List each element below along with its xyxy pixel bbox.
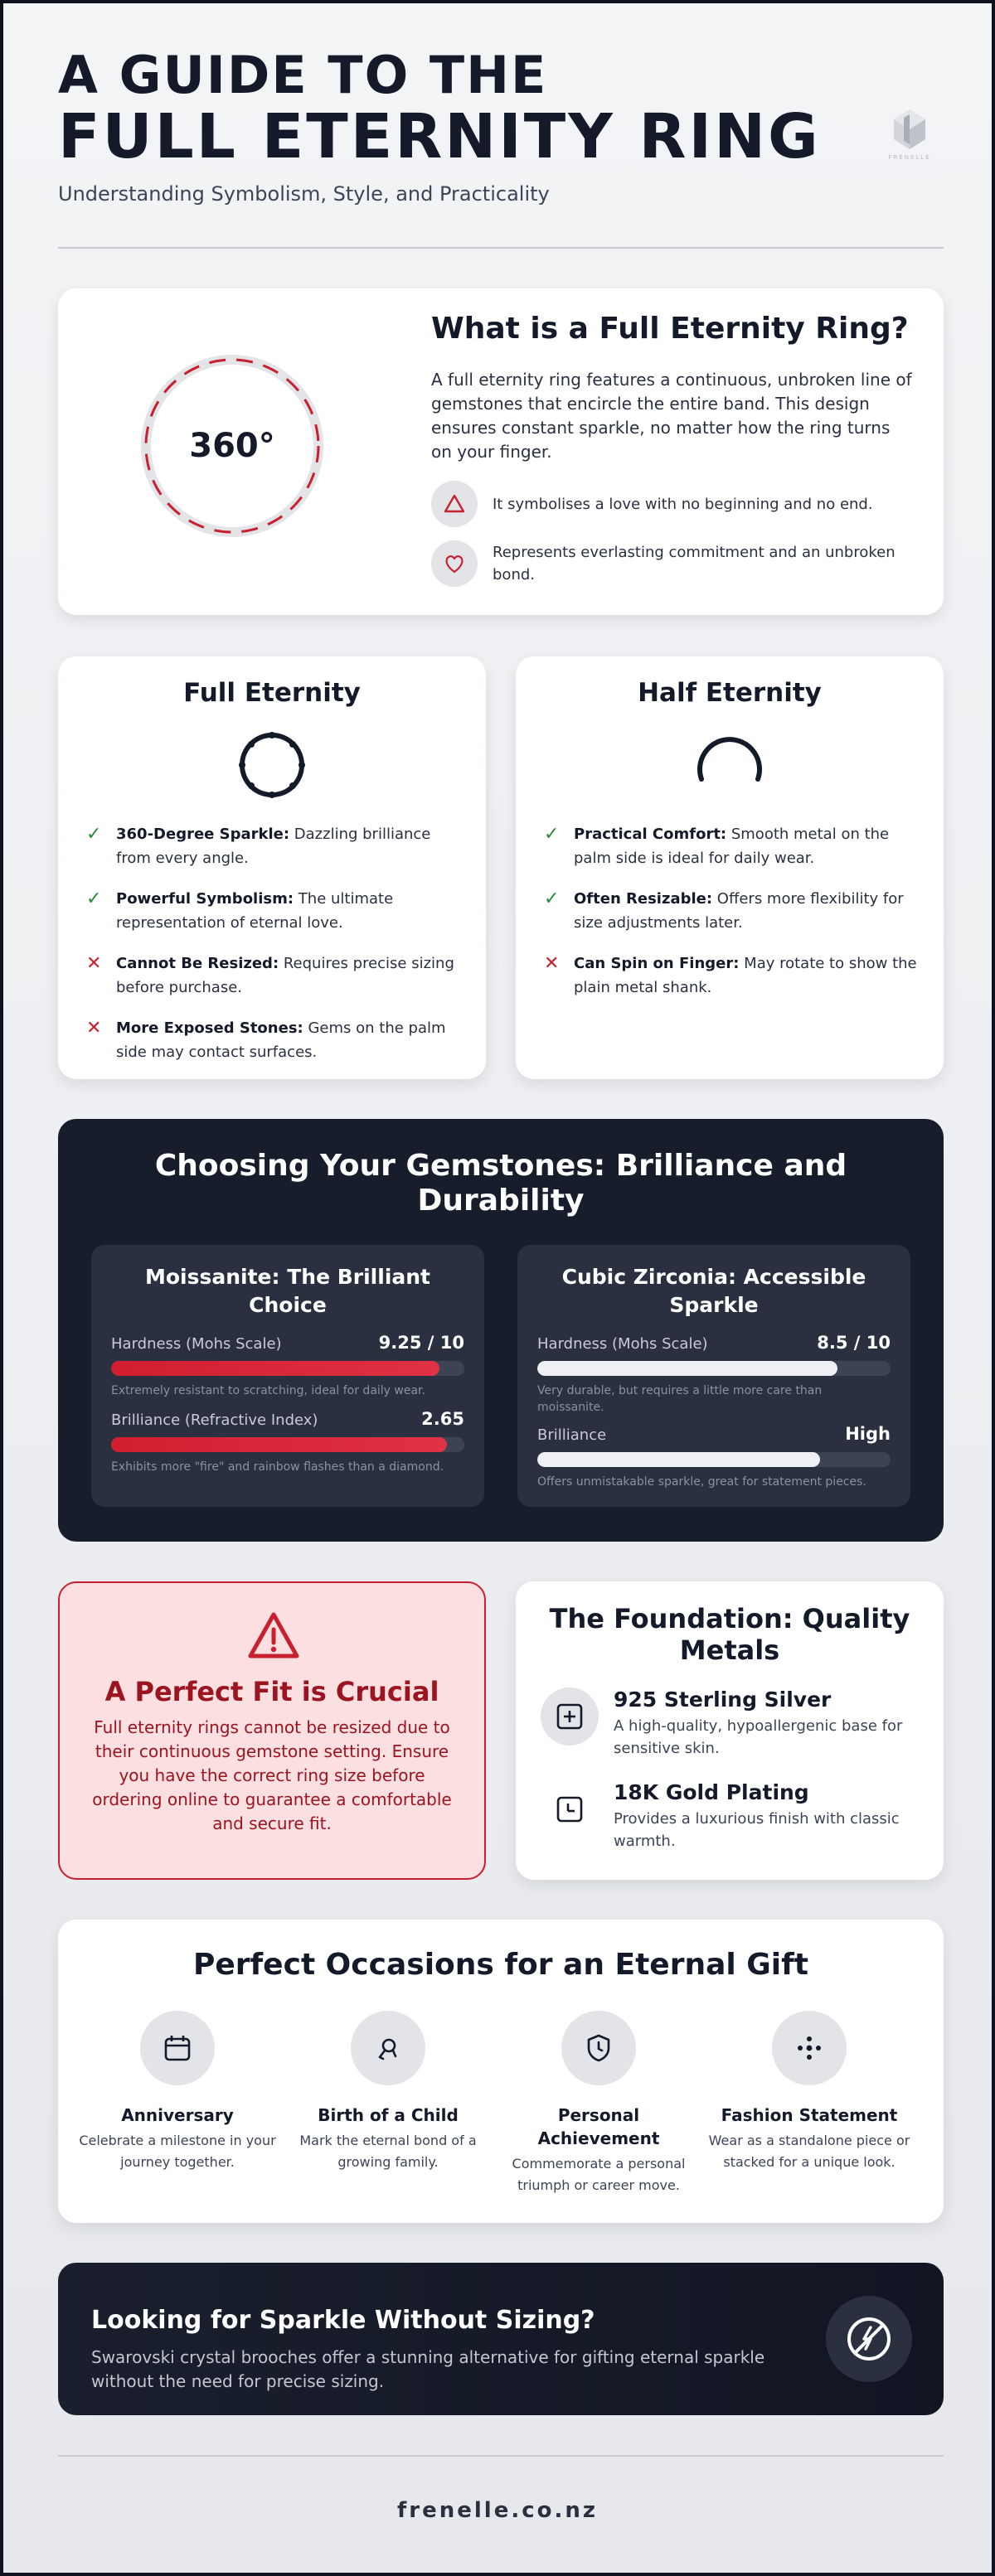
metric-note: Extremely resistant to scratching, ideal for daily wear.: [111, 1384, 425, 1397]
full-eternity-list: [86, 822, 461, 1081]
occasion-item: [74, 2011, 281, 2173]
metric-value: 2.65: [421, 1409, 464, 1429]
metric-bar: [111, 1437, 464, 1452]
metric-value: High: [845, 1424, 891, 1444]
half-eternity-list: [544, 822, 919, 1016]
metals-card: [516, 1581, 944, 1880]
half-ring-icon: [692, 728, 767, 802]
occasions-title: Perfect Occasions for an Eternal Gift: [192, 1948, 809, 1982]
metal-desc: Provides a luxurious finish with classic warmth.: [614, 1810, 900, 1850]
occasion-item: [284, 2011, 492, 2173]
metric-bar-fill: [537, 1452, 820, 1467]
page-title-line1: A GUIDE TO THE: [58, 45, 548, 105]
what-is-point: [431, 540, 920, 587]
what-is-title: What is a Full Eternity Ring?: [431, 312, 909, 346]
moissanite-brilliance-metric: [111, 1409, 464, 1475]
what-is-point-text: Represents everlasting commitment and an unbroken bond.: [493, 544, 896, 583]
list-item: ✕ More Exposed Stones: Gems on the palm side may contact surfaces.: [86, 1016, 461, 1064]
metal-name: 925 Sterling Silver: [614, 1687, 832, 1712]
footer-divider: [58, 2455, 944, 2457]
what-is-point: [431, 481, 920, 527]
cross-icon: ✕: [86, 953, 102, 974]
metric-bar: [537, 1361, 891, 1376]
cz-hardness-metric: [537, 1333, 891, 1416]
full-eternity-title: Full Eternity: [183, 678, 361, 708]
occasion-desc: Commemorate a personal triumph or career move.: [512, 2156, 686, 2193]
metal-name: 18K Gold Plating: [614, 1780, 809, 1804]
occasion-name: Anniversary: [121, 2105, 234, 2125]
cz-title: Cubic Zirconia: Accessible Sparkle: [561, 1265, 866, 1317]
half-eternity-card: [516, 656, 944, 1079]
metal-item: [541, 1780, 919, 1852]
triangle-icon: [431, 481, 478, 527]
what-is-card: [58, 288, 944, 615]
metric-label: Hardness (Mohs Scale): [537, 1335, 708, 1353]
cross-icon: ✕: [86, 1018, 102, 1039]
warning-icon: [247, 1611, 300, 1661]
cta-banner[interactable]: [58, 2263, 944, 2415]
half-eternity-title: Half Eternity: [638, 678, 822, 708]
metric-bar-fill: [111, 1437, 447, 1452]
list-item: ✕ Can Spin on Finger: May rotate to show the plain metal shank.: [544, 951, 919, 1000]
occasion-name: Personal Achievement: [537, 2105, 660, 2148]
cross-icon: ✕: [544, 953, 560, 974]
metric-note: Exhibits more "fire" and rainbow flashes than a diamond.: [111, 1460, 444, 1474]
what-is-point-text: It symbolises a love with no beginning and no end.: [493, 495, 873, 513]
footer-site-link[interactable]: frenelle.co.nz: [396, 2498, 599, 2523]
occasion-item: [706, 2011, 913, 2173]
list-item: ✓ Often Resizable: Offers more flexibility for size adjustments later.: [544, 887, 919, 935]
metric-bar-fill: [111, 1361, 439, 1376]
brand-logo-text: FRENELLE: [888, 154, 931, 161]
moissanite-card: [91, 1245, 484, 1507]
cz-card: [517, 1245, 910, 1507]
cta-text: Swarovski crystal brooches offer a stunning alternative for gifting eternal sparkle without the need for precise sizing.: [91, 2347, 765, 2391]
page-title-line2: FULL ETERNITY RING: [58, 101, 821, 172]
list-item: ✓ Practical Comfort: Smooth metal on the palm side is ideal for daily wear.: [544, 822, 919, 870]
occasions-card: [58, 1920, 944, 2223]
perfect-fit-text: Full eternity rings cannot be resized due to their continuous gemstone setting. Ensure you have the correct ring size before ordering online to guarantee a comfortable and secure fit.: [92, 1717, 452, 1833]
check-icon: ✓: [544, 889, 560, 909]
page-subtitle: Understanding Symbolism, Style, and Practicality: [58, 182, 550, 206]
gemstones-section: [58, 1119, 944, 1542]
metric-label: Brilliance (Refractive Index): [111, 1411, 318, 1429]
sparkle-dots-icon: [772, 2011, 847, 2085]
cta-title: Looking for Sparkle Without Sizing?: [91, 2306, 595, 2335]
metric-label: Hardness (Mohs Scale): [111, 1335, 282, 1353]
gemstones-title: Choosing Your Gemstones: Brilliance and Durability: [154, 1149, 847, 1218]
metals-title: The Foundation: Quality Metals: [549, 1603, 910, 1666]
list-item: ✕ Cannot Be Resized: Requires precise sizing before purchase.: [86, 951, 461, 1000]
metric-value: 9.25 / 10: [378, 1333, 464, 1353]
list-item: ✓ Powerful Symbolism: The ultimate representation of eternal love.: [86, 887, 461, 935]
check-icon: ✓: [86, 889, 102, 909]
metric-bar-fill: [537, 1361, 837, 1376]
check-icon: ✓: [544, 824, 560, 845]
metric-label: Brilliance: [537, 1426, 607, 1444]
occasion-item: [495, 2011, 702, 2196]
metal-item: [541, 1687, 919, 1760]
occasion-name: Fashion Statement: [721, 2105, 898, 2125]
baby-icon: [351, 2011, 425, 2085]
what-is-description: A full eternity ring features a continuous, unbroken line of gemstones that encircle the entire band. This design ensures constant sparkle, no matter how the ring turns on your finger.: [431, 370, 912, 462]
occasion-name: Birth of a Child: [318, 2105, 459, 2125]
full-eternity-card: [58, 656, 486, 1079]
clock-square-icon: [541, 1780, 599, 1838]
metric-note: Very durable, but requires a little more care than moissanite.: [537, 1384, 823, 1414]
list-item: ✓ 360-Degree Sparkle: Dazzling brilliance from every angle.: [86, 822, 461, 870]
heart-icon: [431, 540, 478, 587]
metric-note: Offers unmistakable sparkle, great for statement pieces.: [537, 1475, 866, 1489]
metric-value: 8.5 / 10: [817, 1333, 891, 1353]
no-ring-sizing-icon: [826, 2296, 912, 2382]
award-shield-icon: [561, 2011, 636, 2085]
perfect-fit-title: A Perfect Fit is Crucial: [104, 1676, 439, 1707]
metric-bar: [537, 1452, 891, 1467]
occasion-desc: Wear as a standalone piece or stacked for a unique look.: [708, 2133, 910, 2170]
occasion-desc: Mark the eternal bond of a growing family.: [299, 2133, 477, 2170]
occasion-desc: Celebrate a milestone in your journey together.: [79, 2133, 276, 2170]
moissanite-hardness-metric: [111, 1333, 464, 1399]
metal-desc: A high-quality, hypoallergenic base for sensitive skin.: [614, 1717, 903, 1757]
calendar-icon: [140, 2011, 215, 2085]
plus-square-icon: [541, 1687, 599, 1746]
metric-bar: [111, 1361, 464, 1376]
perfect-fit-card: [58, 1581, 486, 1880]
ring-360-label: 360°: [189, 427, 275, 465]
cz-brilliance-metric: [537, 1424, 891, 1490]
header-divider: [58, 247, 944, 249]
check-icon: ✓: [86, 824, 102, 845]
full-ring-icon: [235, 728, 309, 802]
moissanite-title: Moissanite: The Brilliant Choice: [144, 1265, 431, 1317]
